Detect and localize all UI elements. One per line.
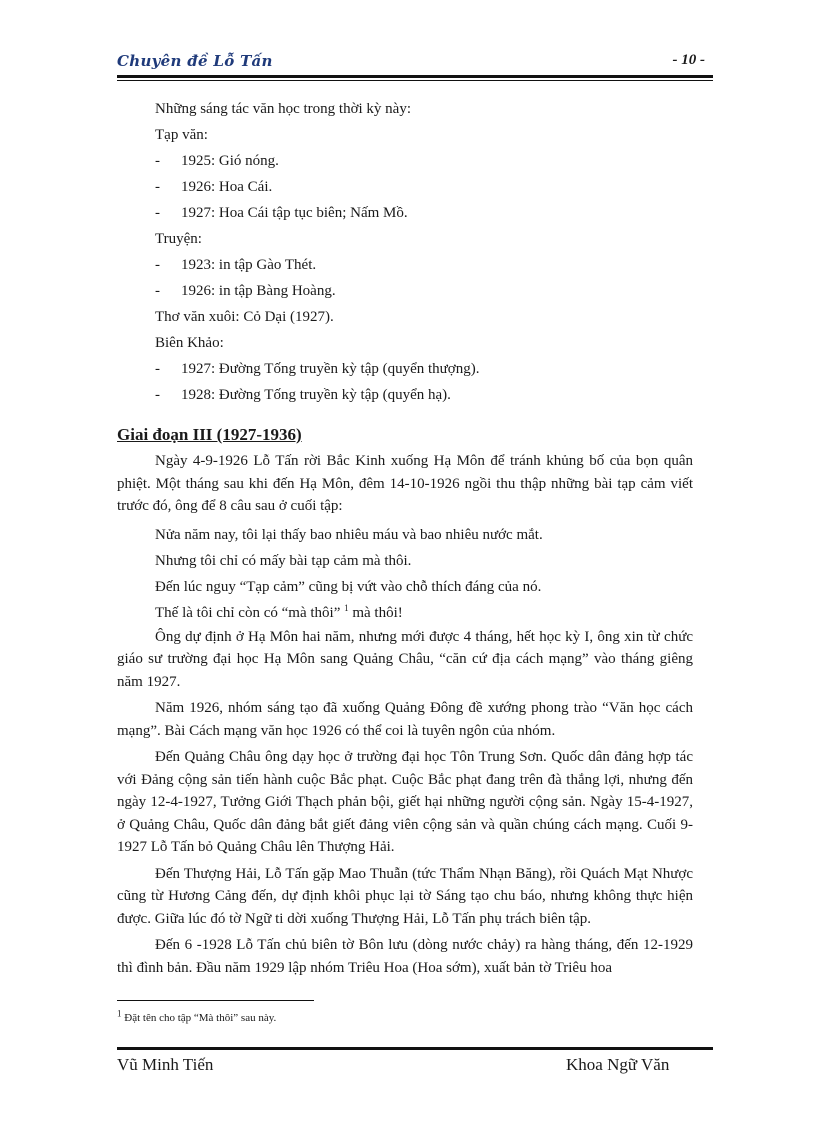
paragraph-4: Đến Quảng Châu ông dạy học ở trường đại học Tôn Trung Sơn. Quốc dân đảng hợp tác với Đảng cộng sản tiến hành cuộc Bắc phạt. Cuộc Bắc phạt đang trên đà thắng lợi, nhưng đến ngày 12-4-1927, Tưởng Giới Thạch phản bội, giết hại những người cộng sản. Ngày 15-4-1927, ở Quảng Châu, Quốc dân đảng bắt giết đảng viên cộng sản và quần chúng cách mạng. Cuối 9-1927 Lỗ Tấn bỏ Quảng Châu lên Thượng Hải. bbox=[117, 749, 693, 855]
quote-line-3: Đến lúc nguy “Tạp cảm” cũng bị vứt vào chỗ thích đáng của nó. bbox=[155, 578, 542, 595]
intro-line: Những sáng tác văn học trong thời kỳ này: bbox=[155, 101, 412, 117]
dash-bullet: - bbox=[155, 387, 160, 403]
bien-khao-label: Biên Khảo: bbox=[155, 335, 224, 351]
quote-line-2: Nhưng tôi chỉ có mấy bài tạp cảm mà thôi. bbox=[155, 552, 412, 569]
quote-line-1: Nửa năm nay, tôi lại thấy bao nhiêu máu và bao nhiêu nước mắt. bbox=[155, 526, 543, 543]
page-header bbox=[117, 52, 713, 74]
footnote-number: 1 bbox=[117, 1008, 122, 1019]
paragraph-1: Ngày 4-9-1926 Lỗ Tấn rời Bắc Kinh xuống Hạ Môn để tránh khủng bố của bọn quân phiệt. Một tháng sau khi đến Hạ Môn, đêm 14-10-1926 ngồi thu thập những bài tạp cảm viết trước đó, ông để 8 câu sau ở cuối tập: bbox=[117, 453, 693, 514]
dash-bullet: - bbox=[155, 179, 160, 195]
tap-van-label: Tạp văn: bbox=[155, 127, 208, 143]
list-item-text: 1927: Đường Tống truyền kỳ tập (quyển thượng). bbox=[181, 361, 480, 377]
paragraph-6: Đến 6 -1928 Lỗ Tấn chủ biên tờ Bôn lưu (dòng nước chảy) ra hàng tháng, đến 12-1929 thì đình bản. Đầu năm 1929 lập nhóm Triêu Hoa (Hoa sớm), xuất bản tờ Triêu hoa bbox=[117, 937, 693, 976]
list-item-text: 1927: Hoa Cái tập tục biên; Nấm Mồ. bbox=[181, 205, 408, 221]
quote-line-4-before: Thế là tôi chỉ còn có “mà thôi” bbox=[155, 604, 341, 621]
paragraph-2: Ông dự định ở Hạ Môn hai năm, nhưng mới được 4 tháng, hết học kỳ I, ông xin từ chức giáo sư trường đại học Hạ Môn sang Quảng Châu, “căn cứ địa cách mạng” vào tháng giêng năm 1927. bbox=[117, 628, 693, 690]
list-item bbox=[117, 252, 693, 278]
quote-line-4 bbox=[117, 600, 693, 626]
list-item-text: 1928: Đường Tống truyền kỳ tập (quyển hạ). bbox=[181, 387, 451, 403]
list-item-text: 1925: Gió nóng. bbox=[181, 153, 279, 169]
header-title: Chuyên đề Lỗ Tấn bbox=[117, 52, 273, 70]
dash-bullet: - bbox=[155, 257, 160, 273]
section-heading: Giai đoạn III (1927-1936) bbox=[117, 425, 302, 444]
list-item bbox=[117, 278, 693, 304]
tho-van-xuoi-line: Thơ văn xuôi: Cỏ Dại (1927). bbox=[155, 309, 334, 325]
paragraph-3: Năm 1926, nhóm sáng tạo đã xuống Quảng Đông đề xướng phong trào “Văn học cách mạng”. Bài Cách mạng văn học 1926 có thể coi là tuyên ngôn của nhóm. bbox=[117, 700, 693, 739]
footnote bbox=[117, 1008, 277, 1024]
list-item bbox=[117, 356, 693, 382]
dash-bullet: - bbox=[155, 283, 160, 299]
page-number: - 10 - bbox=[672, 52, 705, 68]
paragraph-5: Đến Thượng Hải, Lỗ Tấn gặp Mao Thuẫn (tức Thẩm Nhạn Băng), rồi Quách Mạt Nhược cũng từ Hương Cảng đến, dự định khôi phục lại tờ Sáng tạo chu báo, nhưng không thực hiện được. Giữa lúc đó tờ Ngữ ti dời xuống Thượng Hải, Lỗ Tấn phụ trách biên tập. bbox=[117, 865, 693, 927]
dash-bullet: - bbox=[155, 205, 160, 221]
list-item bbox=[117, 200, 693, 226]
footer-department: Khoa Ngữ Văn bbox=[566, 1055, 670, 1074]
list-item bbox=[117, 148, 693, 174]
quote-line-4-after: mà thôi! bbox=[352, 604, 403, 621]
dash-bullet: - bbox=[155, 361, 160, 377]
footnote-text: Đặt tên cho tập “Mà thôi” sau này. bbox=[124, 1012, 277, 1024]
list-item-text: 1923: in tập Gào Thét. bbox=[181, 257, 317, 273]
header-rule-thin bbox=[117, 80, 713, 81]
page-body bbox=[117, 96, 693, 983]
list-item bbox=[117, 382, 693, 408]
list-item bbox=[117, 174, 693, 200]
footnote-separator bbox=[117, 1000, 314, 1001]
list-item-text: 1926: Hoa Cái. bbox=[181, 179, 273, 195]
header-rule-thick bbox=[117, 75, 713, 78]
footer-rule bbox=[117, 1047, 713, 1050]
truyen-label: Truyện: bbox=[155, 231, 202, 247]
list-item-text: 1926: in tập Bàng Hoàng. bbox=[181, 283, 336, 299]
dash-bullet: - bbox=[155, 153, 160, 169]
footnote-reference: 1 bbox=[344, 602, 349, 613]
footer-author: Vũ Minh Tiến bbox=[117, 1055, 214, 1074]
